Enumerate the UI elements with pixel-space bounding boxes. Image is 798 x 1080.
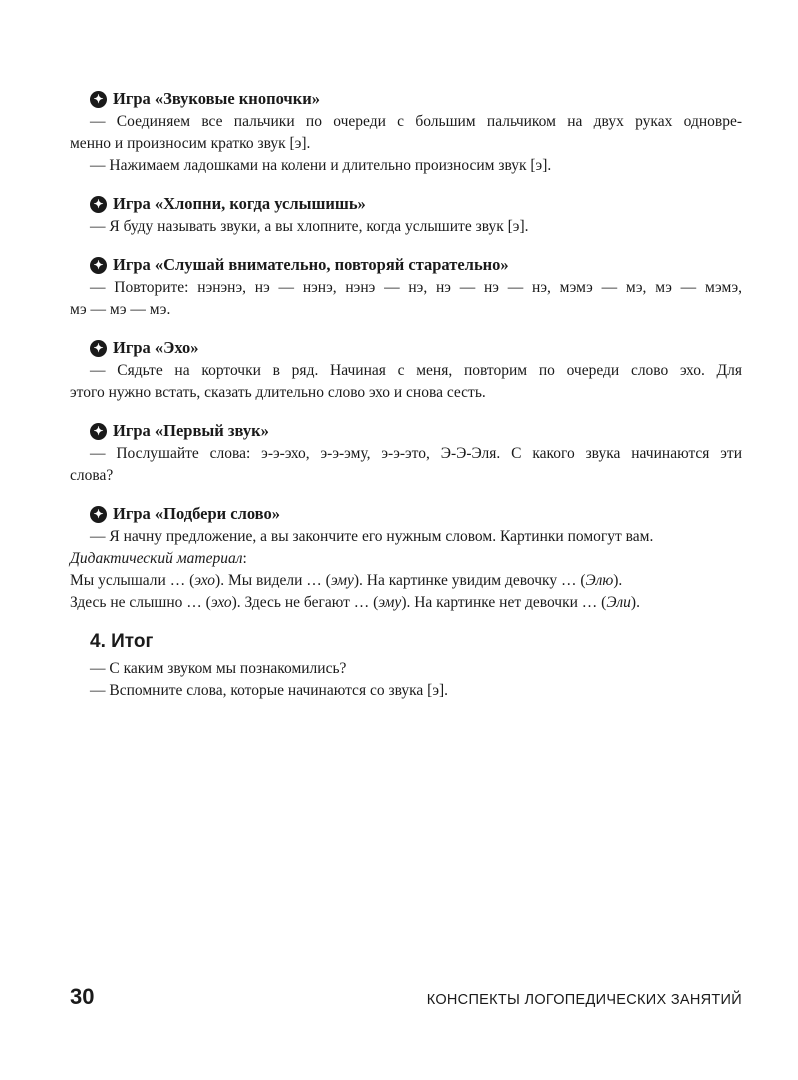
running-title: КОНСПЕКТЫ ЛОГОПЕДИЧЕСКИХ ЗАНЯТИЙ [426,992,742,1008]
didactic-material-label [70,548,742,570]
material-colon: : [242,550,247,567]
game-title-text: Игра «Подбери слово» [113,504,280,523]
game-title-text: Игра «Первый звук» [113,421,269,440]
game-title-text: Игра «Эхо» [113,338,199,357]
star-icon: ✦ [90,257,107,274]
material-sentence [70,592,742,614]
page-content [70,88,742,702]
paragraph-line: слова? [70,467,114,484]
material-label-text: Дидактический материал [70,550,243,567]
game-title [70,193,742,215]
star-icon: ✦ [90,423,107,440]
sentence-answer: Эли [606,594,631,611]
game-title-text: Игра «Слушай внимательно, повторяй старательно» [113,255,509,274]
sentence-part: ). На картинке увидим девочку … ( [353,572,586,589]
game-title-text: Игра «Хлопни, когда услышишь» [113,194,366,213]
material-sentence [70,570,742,592]
game-section [70,254,742,321]
paragraph-line: — Соединяем все пальчики по очереди с большим пальчиком на двух руках одновре- [90,113,742,130]
game-title [70,88,742,110]
sentence-answer: эму [378,594,402,611]
sentence-part: ). На картинке нет девочки … ( [401,594,607,611]
game-title [70,420,742,442]
game-title [70,503,742,525]
sentence-part: Мы услышали … ( [70,572,195,589]
sentence-part: ). Мы видели … ( [215,572,331,589]
star-icon: ✦ [90,196,107,213]
sentence-part: ). [613,572,623,589]
paragraph-line: — Я начну предложение, а вы закончите его нужным словом. Картинки помогут вам. [90,528,654,545]
star-icon: ✦ [90,506,107,523]
game-section [70,503,742,614]
paragraph-line: — Я буду называть звуки, а вы хлопните, когда услышите звук [э]. [90,218,529,235]
game-title [70,337,742,359]
sentence-part: ). Здесь не бегают … ( [231,594,379,611]
paragraph-line: — Сядьте на корточки в ряд. Начиная с меня, повторим по очереди слово эхо. Для [90,362,742,379]
paragraph-line: мэ — мэ — мэ. [70,301,171,318]
paragraph-line: — Нажимаем ладошками на колени и длительно произносим звук [э]. [90,157,552,174]
paragraph-line: — С каким звуком мы познакомились? [90,660,347,677]
sentence-answer: эму [330,572,354,589]
paragraph-line: менно и произносим кратко звук [э]. [70,135,311,152]
game-section [70,420,742,487]
star-icon: ✦ [90,91,107,108]
game-title [70,254,742,276]
sentence-answer: Элю [585,572,614,589]
page-number: 30 [70,984,95,1009]
game-section [70,337,742,404]
sentence-answer: эхо [210,594,232,611]
paragraph-line: — Послушайте слова: э-э-эхо, э-э-эму, э-э-это, Э-Э-Эля. С какого звука начинаются эти [90,445,742,462]
paragraph-line: этого нужно встать, сказать длительно слово эхо и снова сесть. [70,384,486,401]
game-section [70,193,742,238]
paragraph-line: — Вспомните слова, которые начинаются со звука [э]. [90,682,449,699]
section-heading: 4. Итог [90,631,154,652]
sentence-answer: эхо [194,572,216,589]
page-footer [70,984,742,1010]
game-section [70,88,742,177]
paragraph-line: — Повторите: нэнэнэ, нэ — нэнэ, нэнэ — нэ, нэ — нэ — нэ, мэмэ — мэ, мэ — мэмэ, [90,279,742,296]
star-icon: ✦ [90,340,107,357]
game-title-text: Игра «Звуковые кнопочки» [113,89,320,108]
sentence-part: ). [630,594,640,611]
sentence-part: Здесь не слышно … ( [70,594,211,611]
